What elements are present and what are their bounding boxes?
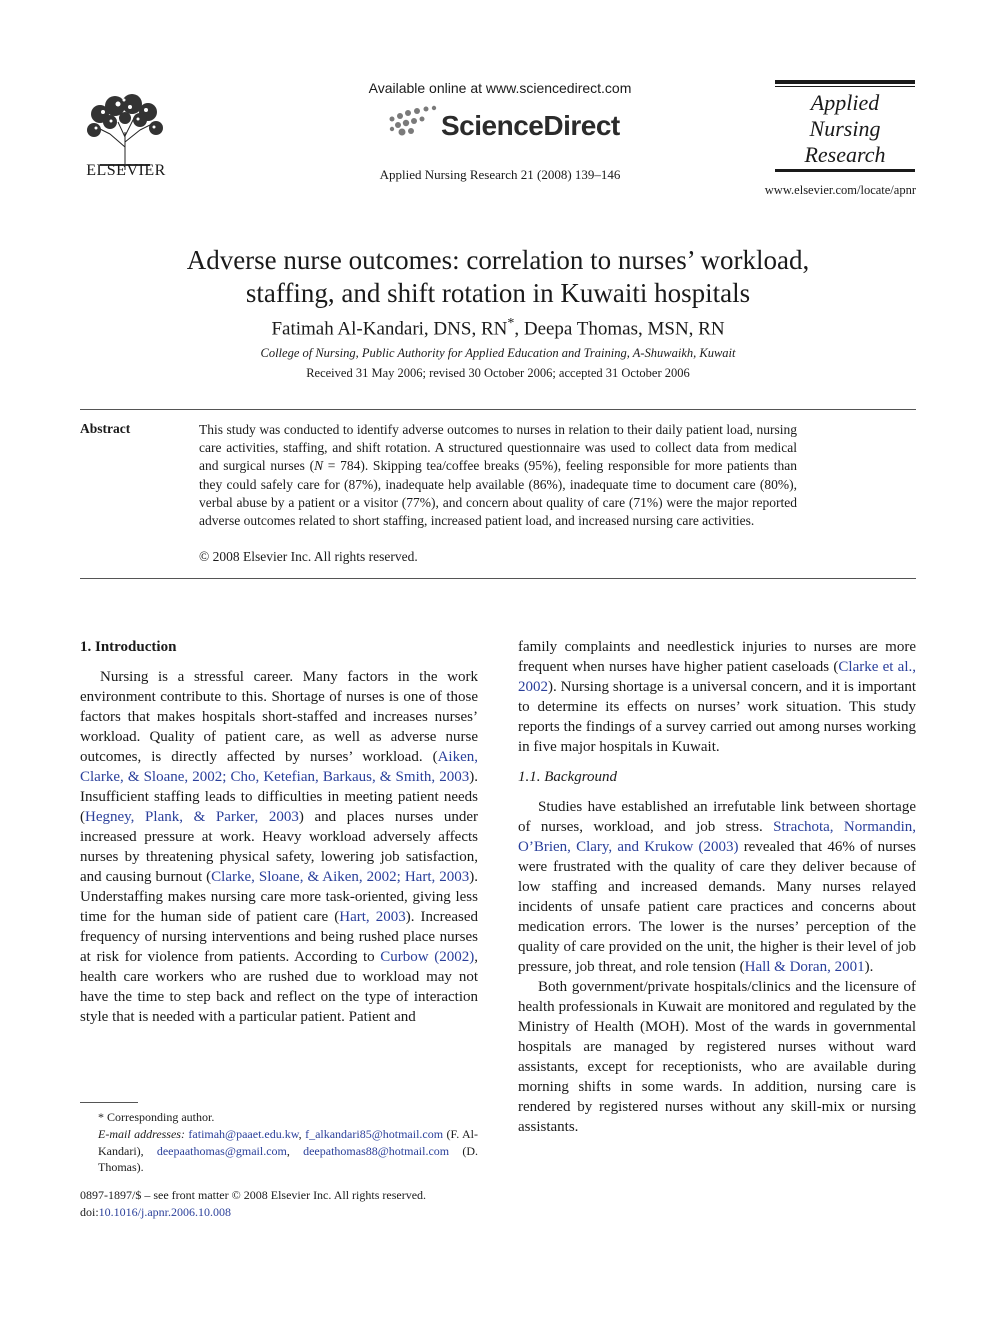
text-run: Studies have established an irrefutable link between shortage of nurses, workload, and job stress.: [518, 799, 916, 835]
publisher-name: ELSEVIER: [86, 162, 166, 179]
text-run: , health care workers who are rushed due to workload may not have the time to step back and reflect on the type of interaction style that is needed with a particular patient. Patient and: [80, 949, 478, 1025]
title-line-1: Adverse nurse outcomes: correlation to nurses’ workload,: [186, 245, 810, 275]
subsection-heading-background: 1.1. Background: [518, 769, 618, 785]
footnote-rule: [80, 1102, 138, 1103]
author-1: Fatimah Al-Kandari, DNS, RN: [271, 318, 508, 340]
text-run: ,: [298, 1126, 306, 1141]
journal-logo-line-3: Research: [804, 142, 886, 167]
sciencedirect-wordmark: ScienceDirect: [441, 110, 620, 141]
corresponding-author-note: * Corresponding author.: [98, 1110, 215, 1124]
text-run: ,: [286, 1143, 304, 1158]
logo-rule-top-thin: [775, 86, 915, 87]
text-run: ). Increased frequency of nursing interventions and being rushed place nurses at risk for violence from patients. According to: [80, 909, 478, 965]
section-heading-introduction: 1. Introduction: [80, 639, 177, 655]
abstract-label: Abstract: [80, 421, 131, 436]
text-run: ). Understaffing makes nursing care more task-oriented, giving less time for the human side of patient care (: [80, 869, 478, 925]
citation-link[interactable]: Hall & Doran, 2001: [744, 959, 865, 975]
email-link[interactable]: deepathomas88@hotmail.com: [303, 1143, 450, 1158]
email-addresses: [80, 1126, 478, 1176]
citation-link[interactable]: Hart, 2003: [339, 909, 406, 925]
email-label: E-mail addresses:: [98, 1126, 189, 1141]
abstract-text-part-1: This study was conducted to identify adverse outcomes to nurses in relation to their daily patient load, nursing care activities, staffing, and shift rotation. A structured questionnaire was used to collect data from medical and surgical nurses (: [199, 422, 797, 474]
logo-rule-top: [775, 80, 915, 84]
abstract-text-part-2: = 784). Skipping tea/coffee breaks (95%), feeling responsible for more patients than they could safely care for (87%), inadequate help available (86%), inadequate time to document care (80%), verbal abuse by a patient or a visitor (77%), and concern about quality of care (71%) were the major reported adverse outcomes related to short staffing, increased patient load, and increased nursing care activities.: [199, 458, 797, 529]
citation-link[interactable]: Aiken, Clarke, & Sloane, 2002; Cho, Ketefian, Barkaus, & Smith, 2003: [80, 749, 478, 785]
text-run: (D. Thomas).: [98, 1143, 478, 1175]
journal-logo-line-1: Applied: [810, 90, 880, 115]
doi-line: [80, 1204, 500, 1221]
paper-title: [100, 244, 896, 310]
journal-logo-title: [775, 90, 915, 168]
affiliation: College of Nursing, Public Authority for Applied Education and Training, A-Shuwaikh, Kuwait: [260, 346, 736, 360]
background-paragraph-1: [518, 797, 916, 977]
journal-url[interactable]: www.elsevier.com/locate/apnr: [764, 183, 916, 197]
citation-link[interactable]: Clarke et al., 2002: [518, 659, 916, 695]
journal-reference: Applied Nursing Research 21 (2008) 139–146: [379, 167, 621, 182]
doi-link[interactable]: 10.1016/j.apnr.2006.10.008: [98, 1204, 231, 1219]
citation-link[interactable]: Curbow (2002): [380, 949, 475, 965]
citation-link[interactable]: Strachota, Normandin, O’Brien, Clary, and Krukow (2003): [518, 819, 916, 855]
doi-label: doi:: [80, 1204, 99, 1219]
intro-paragraph-2: [518, 637, 916, 757]
email-link[interactable]: f_alkandari85@hotmail.com: [305, 1126, 444, 1141]
abstract-text: [199, 421, 797, 530]
citation-link[interactable]: Clarke, Sloane, & Aiken, 2002; Hart, 2003: [211, 869, 470, 885]
email-link[interactable]: fatimah@paaet.edu.kw: [188, 1126, 299, 1141]
corresponding-mark[interactable]: *: [507, 316, 515, 331]
logo-rule-bottom: [775, 169, 915, 172]
author-list: [100, 316, 896, 340]
journal-logo: [775, 80, 915, 172]
front-matter: [80, 1187, 500, 1221]
email-link[interactable]: deepaathomas@gmail.com: [156, 1143, 287, 1158]
abstract-n-symbol: N: [314, 458, 324, 474]
background-paragraph-2: Both government/private hospitals/clinics and the licensure of health professionals in Kuwait are monitored and regulated by the Ministry of Health (MOH). Most of the wards in governmental hospitals are managed by registered nurses without ward assistants, except for receptionists, who are available during morning shifts in some wards. In addition, nursing care is rendered by registered nurses without any skill-mix or nursing assistants.: [518, 979, 916, 1135]
available-online-text: Available online at www.sciencedirect.com: [368, 80, 632, 96]
sciencedirect-dots-icon: [384, 102, 444, 140]
citation-link[interactable]: Hegney, Plank, & Parker, 2003: [85, 809, 299, 825]
abstract-rule-top: [80, 409, 916, 410]
right-column: [518, 637, 916, 1137]
journal-logo-line-2: Nursing: [809, 116, 881, 141]
front-matter-notice: 0897-1897/$ – see front matter © 2008 Elsevier Inc. All rights reserved.: [80, 1188, 427, 1202]
footnotes: [80, 1109, 478, 1176]
abstract-rule-bottom: [80, 578, 916, 579]
text-run: revealed that 46% of nurses were frustrated with the quality of care they deliver because of low staffing and increased demands. Many nurses relayed incidents of unsafe patient care practices and concerns about medication errors. The lower is the nurses’ perception of the quality of care provided on the unit, the higher is their level of job pressure, job threat, and role tension (: [518, 839, 916, 975]
left-column: [80, 637, 478, 1027]
received-dates: Received 31 May 2006; revised 30 October 2006; accepted 31 October 2006: [306, 366, 690, 380]
text-run: ) and places nurses under increased pressure at work. Heavy workload adversely affects nurses by threatening physical safety, lowering job satisfaction, and causing burnout (: [80, 809, 478, 885]
title-line-2: staffing, and shift rotation in Kuwaiti hospitals: [245, 278, 751, 308]
text-run: Nursing is a stressful career. Many factors in the work environment contribute to this. Shortage of nurses is one of those factors that makes hospitals short-staffed and increases nurses’ workload. Quality of patient care, as well as adverse nurse outcomes, is directly affected by nurses’ workload. (: [80, 669, 478, 765]
text-run: ).: [864, 959, 874, 975]
intro-paragraph-1: [80, 667, 478, 1027]
author-2: , Deepa Thomas, MSN, RN: [514, 318, 725, 340]
text-run: (F. Al-Kandari),: [98, 1126, 478, 1158]
text-run: family complaints and needlestick injuries to nurses are more frequent when nurses have higher patient caseloads (: [518, 639, 916, 675]
text-run: ). Nursing shortage is a universal concern, and it is important to determine its effects on nurses’ work situation. This study reports the findings of a survey carried out among nurses working in five major hospitals in Kuwait.: [518, 679, 916, 755]
abstract-copyright: © 2008 Elsevier Inc. All rights reserved.: [199, 549, 418, 564]
text-run: ). Insufficient staffing leads to difficulties in meeting patient needs (: [80, 769, 478, 825]
